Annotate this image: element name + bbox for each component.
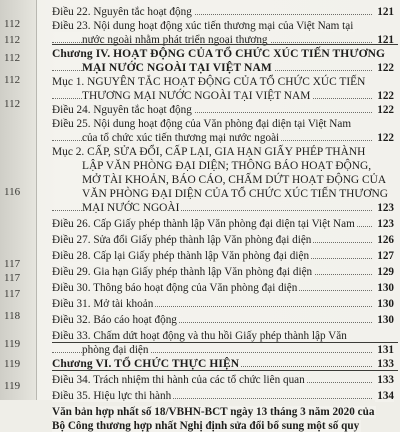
- facing-page-number: 112: [4, 98, 21, 110]
- toc-entry-text: Bộ Công thương hợp nhất Nghị định sửa đổi bổ sung một số quy: [52, 420, 360, 432]
- toc-page-number: 121: [377, 6, 394, 18]
- toc-page-number: 122: [377, 62, 394, 74]
- toc-page-number: 126: [377, 234, 394, 246]
- facing-page-number: 117: [4, 288, 21, 300]
- toc-entry-text: Mục 1. NGUYÊN TẮC HOẠT ĐỘNG CỦA TỔ CHỨC XÚC TIẾN: [52, 76, 366, 88]
- facing-page-number: 117: [4, 272, 21, 284]
- table-of-contents: [52, 0, 398, 432]
- toc-entry-text: Chương IV. HOẠT ĐỘNG CỦA TỔ CHỨC XÚC TIẾN THƯƠNG: [52, 48, 386, 60]
- toc-entry-text: Điều 25. Nội dung hoạt động của Văn phòng đại diện tại Việt Nam: [52, 118, 352, 130]
- toc-entry-text: Mục 2. CẤP, SỬA ĐỔI, CẤP LẠI, GIA HẠN GIẤY PHÉP THÀNH: [52, 146, 366, 158]
- toc-page-number: 134: [377, 390, 394, 402]
- toc-entry-text: nước ngoài nhằm phát triển ngoại thương: [82, 34, 268, 46]
- toc-page-number: 130: [377, 298, 394, 310]
- toc-entry-text: Điều 24. Nguyên tắc hoạt động: [52, 104, 192, 116]
- toc-page-number: 121: [377, 34, 394, 46]
- toc-page-number: 131: [377, 344, 394, 356]
- toc-entry-text: THƯƠNG MẠI NƯỚC NGOÀI TẠI VIỆT NAM: [82, 90, 311, 102]
- toc-page-number: 122: [377, 90, 394, 102]
- toc-entry-text: Điều 28. Cấp lại Giấy phép thành lập Văn phòng đại diện: [52, 250, 310, 262]
- toc-page-number: 122: [377, 132, 394, 144]
- facing-page-number: 117: [4, 258, 21, 270]
- toc-entry-text: Chương VI. TỔ CHỨC THỰC HIỆN: [52, 358, 240, 370]
- toc-page-number: 130: [377, 314, 394, 326]
- toc-entry-text: Điều 29. Gia hạn Giấy phép thành lập Văn phòng đại diện: [52, 266, 313, 278]
- toc-entry-text: VĂN PHÒNG ĐẠI DIỆN CỦA TỔ CHỨC XÚC TIẾN THƯƠNG: [82, 188, 388, 200]
- facing-page-number: 112: [4, 18, 21, 30]
- toc-entry-text: Điều 27. Sửa đổi Giấy phép thành lập Văn phòng đại diện: [52, 234, 312, 246]
- toc-entry-text: LẬP VĂN PHÒNG ĐẠI DIỆN; THÔNG BÁO HOẠT ĐỘNG,: [82, 160, 372, 172]
- toc-entry-text: Điều 30. Thông báo hoạt động của Văn phòng đại diện: [52, 282, 298, 294]
- toc-page-number: 127: [377, 250, 394, 262]
- facing-page-number: 119: [4, 380, 21, 392]
- section-rule: [52, 342, 398, 343]
- toc-page-number: 133: [377, 374, 394, 386]
- facing-page-number: 112: [4, 74, 21, 86]
- section-rule: [52, 370, 398, 371]
- toc-page-number: 123: [377, 202, 394, 214]
- toc-entry-text: Điều 34. Trách nhiệm thi hành của các tổ chức liên quan: [52, 374, 305, 386]
- toc-entry-text: Văn bản hợp nhất số 18/VBHN-BCT ngày 13 tháng 3 năm 2020 của: [52, 406, 375, 418]
- toc-entry-text: MỞ TÀI KHOẢN, BÁO CÁO, CHẤM DỨT HOẠT ĐỘNG CỦA: [82, 174, 387, 186]
- toc-entry-text: Điều 35. Hiệu lực thi hành: [52, 390, 172, 402]
- toc-entry-text: MẠI NƯỚC NGOÀI TẠI VIỆT NAM: [82, 62, 272, 74]
- toc-entry-text: Điều 31. Mở tài khoản: [52, 298, 154, 310]
- facing-page-gutter: [0, 0, 37, 400]
- toc-entry-text: của tổ chức xúc tiến thương mại nước ngoài: [82, 132, 280, 144]
- toc-entry-text: Điều 26. Cấp Giấy phép thành lập Văn phòng đại diện tại Việt Nam: [52, 218, 355, 230]
- toc-entry-text: Điều 32. Báo cáo hoạt động: [52, 314, 177, 326]
- facing-page-number: 112: [4, 52, 21, 64]
- toc-page-number: 129: [377, 266, 394, 278]
- facing-page-number: 118: [4, 310, 21, 322]
- toc-entry-text: phòng đại diện: [82, 344, 149, 356]
- toc-page-number: 122: [377, 104, 394, 116]
- toc-entry-text: Điều 23. Nội dung hoạt động xúc tiến thương mại của Việt Nam tại: [52, 20, 354, 32]
- facing-page-number: 116: [4, 186, 21, 198]
- facing-page-number: 119: [4, 338, 21, 350]
- facing-page-number: 112: [4, 34, 21, 46]
- toc-entry-text: Điều 33. Chấm dứt hoạt động và thu hồi Giấy phép thành lập Văn: [52, 330, 347, 342]
- facing-page-number: 119: [4, 358, 21, 370]
- toc-page-number: 123: [377, 218, 394, 230]
- toc-entry-text: Điều 22. Nguyên tắc hoạt động: [52, 6, 192, 18]
- toc-page-number: 133: [377, 358, 394, 370]
- toc-entry-text: MẠI NƯỚC NGOÀI: [82, 202, 180, 214]
- section-rule: [52, 44, 398, 45]
- toc-page-number: 130: [377, 282, 394, 294]
